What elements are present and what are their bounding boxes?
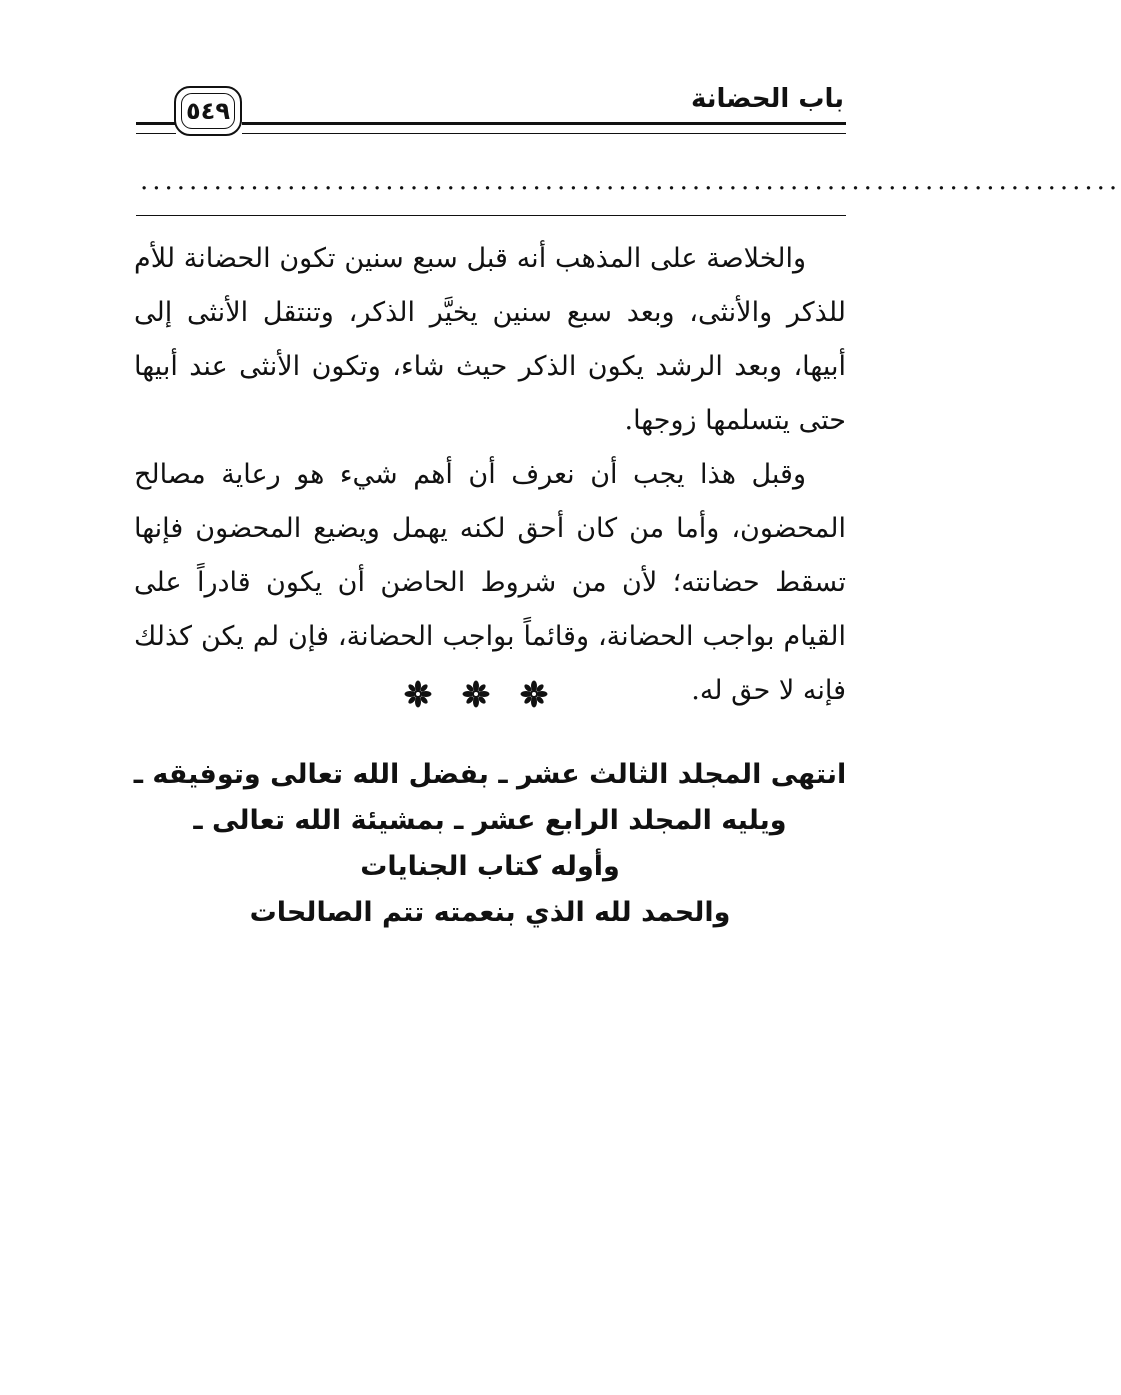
section-ornaments: [0, 680, 951, 708]
paragraph-1: والخلاصة على المذهب أنه قبل سبع سنين تكون الحضانة للأم للذكر والأنثى، وبعد سبع سنين يخيَّر الذكر، وتنتقل الأنثى إلى أبيها، وبعد الرشد يكون الذكر حيث شاء، وتكون الأنثى عند أبيها حتى يتسلمها زوجها.: [134, 243, 846, 436]
dotted-separator: ................................................................................: [140, 166, 1121, 196]
closing-line-1: انتهى المجلد الثالث عشر ـ بفضل الله تعالى وتوفيقه ـ: [133, 759, 847, 790]
chapter-title: باب الحضانة: [690, 84, 844, 114]
header-rule-left: [136, 122, 176, 134]
closing-line-2: ويليه المجلد الرابع عشر ـ بمشيئة الله تعالى ـ: [193, 805, 787, 836]
header-rule-right: [242, 122, 846, 134]
volume-closing-note: [130, 752, 850, 936]
flower-ornament-icon: [462, 680, 490, 708]
horizontal-rule: [136, 215, 846, 216]
closing-line-4: والحمد لله الذي بنعمته تتم الصالحات: [249, 897, 731, 928]
flower-ornament-icon: [404, 680, 432, 708]
flower-ornament-icon: [520, 680, 548, 708]
page-number-badge: [174, 86, 242, 136]
page-number: ٥٤٩: [186, 97, 230, 125]
paragraph-2: وقبل هذا يجب أن نعرف أن أهم شيء هو رعاية مصالح المحضون، وأما من كان أحق لكنه يهمل ويضيع المحضون فإنها تسقط حضانته؛ لأن من شروط الحاضن أن يكون قادراً على القيام بواجب الحضانة، وقائماً بواجب الحضانة، فإن لم يكن كذلك فإنه لا حق له.: [134, 459, 846, 706]
body-text: [134, 232, 846, 718]
page-header: [130, 78, 846, 138]
closing-line-3: وأوله كتاب الجنايات: [360, 851, 620, 882]
